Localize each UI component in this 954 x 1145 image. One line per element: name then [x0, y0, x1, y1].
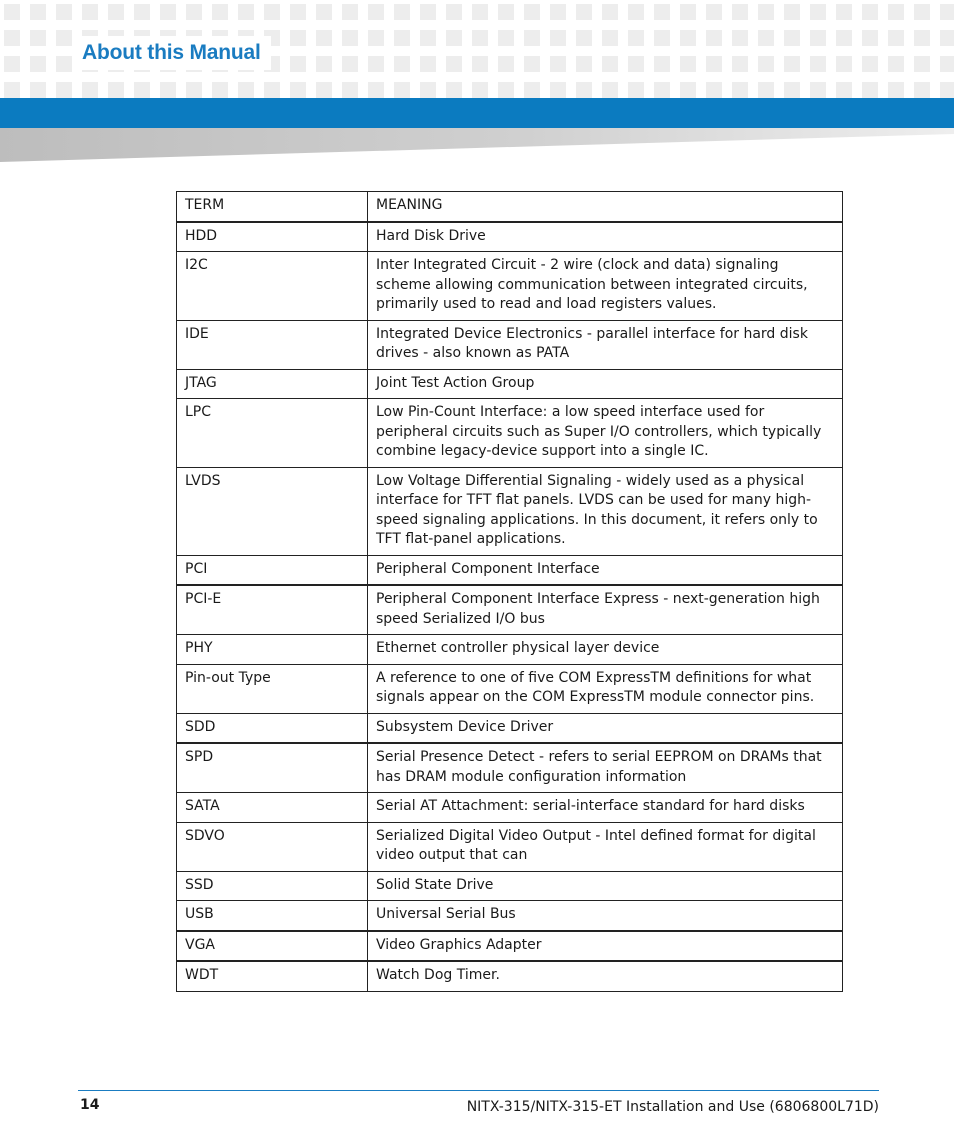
pattern-cell — [394, 56, 410, 72]
pattern-cell — [342, 56, 358, 72]
pattern-cell — [56, 82, 72, 98]
pattern-cell — [758, 56, 774, 72]
pattern-cell — [602, 4, 618, 20]
pattern-cell — [654, 30, 670, 46]
term-cell: WDT — [177, 961, 368, 991]
meaning-cell: Serial AT Attachment: serial-interface standard for hard disks — [368, 793, 843, 823]
pattern-cell — [316, 56, 332, 72]
pattern-cell — [4, 56, 20, 72]
pattern-cell — [212, 82, 228, 98]
table-row — [177, 252, 843, 321]
table-row — [177, 222, 843, 252]
pattern-cell — [888, 82, 904, 98]
meaning-cell: Low Pin-Count Interface: a low speed interface used for peripheral circuits such as Super I/O controllers, which typically combine legacy-device support into a single IC. — [368, 399, 843, 468]
pattern-cell — [368, 82, 384, 98]
pattern-cell — [680, 56, 696, 72]
pattern-cell — [706, 30, 722, 46]
pattern-cell — [576, 4, 592, 20]
pattern-cell — [576, 56, 592, 72]
pattern-cell — [550, 56, 566, 72]
pattern-cell — [446, 4, 462, 20]
pattern-cell — [706, 4, 722, 20]
pattern-cell — [914, 82, 930, 98]
table-row — [177, 467, 843, 555]
table-row — [177, 901, 843, 931]
pattern-cell — [836, 56, 852, 72]
pattern-cell — [498, 30, 514, 46]
pattern-cell — [420, 4, 436, 20]
term-cell: SDVO — [177, 822, 368, 871]
pattern-cell — [732, 30, 748, 46]
pattern-cell — [446, 56, 462, 72]
pattern-cell — [420, 82, 436, 98]
pattern-cell — [888, 30, 904, 46]
pattern-cell — [238, 82, 254, 98]
pattern-cell — [732, 56, 748, 72]
meaning-cell: Subsystem Device Driver — [368, 713, 843, 743]
pattern-cell — [862, 82, 878, 98]
pattern-cell — [290, 56, 306, 72]
term-cell: PCI — [177, 555, 368, 585]
pattern-cell — [316, 4, 332, 20]
pattern-cell — [30, 4, 46, 20]
pattern-cell — [368, 4, 384, 20]
term-cell: JTAG — [177, 369, 368, 399]
pattern-cell — [290, 4, 306, 20]
pattern-cell — [914, 56, 930, 72]
pattern-cell — [680, 30, 696, 46]
pattern-cell — [342, 82, 358, 98]
pattern-cell — [836, 82, 852, 98]
pattern-cell — [108, 4, 124, 20]
pattern-cell — [472, 82, 488, 98]
pattern-cell — [550, 30, 566, 46]
pattern-cell — [784, 82, 800, 98]
meaning-cell: Joint Test Action Group — [368, 369, 843, 399]
pattern-cell — [134, 4, 150, 20]
page-title-box — [72, 36, 271, 70]
glossary-table — [176, 191, 843, 992]
table-row — [177, 793, 843, 823]
pattern-cell — [810, 30, 826, 46]
meaning-cell: Inter Integrated Circuit - 2 wire (clock and data) signaling scheme allowing communication between integrated circuits, primarily used to read and load registers values. — [368, 252, 843, 321]
pattern-cell — [602, 30, 618, 46]
term-cell: HDD — [177, 222, 368, 252]
page-title: About this Manual — [82, 41, 261, 64]
pattern-cell — [524, 4, 540, 20]
header-gray-wedge — [0, 128, 954, 164]
pattern-cell — [680, 82, 696, 98]
pattern-cell — [758, 30, 774, 46]
pattern-cell — [4, 4, 20, 20]
pattern-cell — [342, 4, 358, 20]
pattern-cell — [862, 4, 878, 20]
meaning-cell: Ethernet controller physical layer device — [368, 635, 843, 665]
header-meaning: MEANING — [368, 192, 843, 222]
pattern-cell — [56, 30, 72, 46]
table-row — [177, 555, 843, 585]
pattern-cell — [654, 4, 670, 20]
pattern-cell — [186, 4, 202, 20]
pattern-cell — [498, 56, 514, 72]
pattern-cell — [680, 4, 696, 20]
table-row — [177, 961, 843, 991]
pattern-cell — [576, 82, 592, 98]
pattern-cell — [758, 82, 774, 98]
pattern-cell — [212, 4, 228, 20]
pattern-cell — [706, 82, 722, 98]
pattern-cell — [186, 82, 202, 98]
pattern-cell — [108, 82, 124, 98]
meaning-cell: Video Graphics Adapter — [368, 931, 843, 962]
pattern-cell — [472, 56, 488, 72]
header-term: TERM — [177, 192, 368, 222]
pattern-cell — [914, 4, 930, 20]
term-cell: LPC — [177, 399, 368, 468]
pattern-cell — [628, 30, 644, 46]
pattern-cell — [4, 30, 20, 46]
pattern-cell — [498, 82, 514, 98]
pattern-cell — [316, 82, 332, 98]
pattern-cell — [862, 30, 878, 46]
pattern-cell — [524, 30, 540, 46]
term-cell: PHY — [177, 635, 368, 665]
term-cell: SATA — [177, 793, 368, 823]
pattern-cell — [524, 82, 540, 98]
meaning-cell: Watch Dog Timer. — [368, 961, 843, 991]
pattern-cell — [264, 4, 280, 20]
pattern-cell — [472, 4, 488, 20]
pattern-cell — [498, 4, 514, 20]
term-cell: I2C — [177, 252, 368, 321]
meaning-cell: Integrated Device Electronics - parallel interface for hard disk drives - also known as PATA — [368, 320, 843, 369]
pattern-cell — [628, 4, 644, 20]
pattern-cell — [628, 56, 644, 72]
pattern-cell — [888, 56, 904, 72]
pattern-cell — [368, 30, 384, 46]
pattern-cell — [732, 4, 748, 20]
pattern-cell — [290, 30, 306, 46]
pattern-cell — [576, 30, 592, 46]
pattern-cell — [316, 30, 332, 46]
pattern-cell — [134, 82, 150, 98]
pattern-cell — [654, 82, 670, 98]
table-row — [177, 713, 843, 743]
pattern-cell — [940, 30, 954, 46]
pattern-cell — [836, 30, 852, 46]
pattern-cell — [706, 56, 722, 72]
term-cell: IDE — [177, 320, 368, 369]
table-header-row — [177, 192, 843, 222]
meaning-cell: Peripheral Component Interface Express - next-generation high speed Serialized I/O bus — [368, 585, 843, 635]
pattern-cell — [368, 56, 384, 72]
pattern-cell — [394, 82, 410, 98]
meaning-cell: Low Voltage Differential Signaling - widely used as a physical interface for TFT flat panels. LVDS can be used for many high-speed signaling applications. In this document, it refers only to TFT flat-panel applications. — [368, 467, 843, 555]
pattern-cell — [940, 4, 954, 20]
footer-rule — [78, 1090, 879, 1091]
pattern-cell — [30, 30, 46, 46]
document-title: NITX-315/NITX-315-ET Installation and Use (6806800L71D) — [466, 1099, 879, 1115]
pattern-cell — [56, 4, 72, 20]
pattern-cell — [654, 56, 670, 72]
pattern-cell — [342, 30, 358, 46]
table-row — [177, 635, 843, 665]
meaning-cell: Solid State Drive — [368, 871, 843, 901]
pattern-cell — [784, 56, 800, 72]
pattern-cell — [160, 4, 176, 20]
term-cell: VGA — [177, 931, 368, 962]
table-row — [177, 822, 843, 871]
meaning-cell: Peripheral Component Interface — [368, 555, 843, 585]
meaning-cell: Serial Presence Detect - refers to serial EEPROM on DRAMs that has DRAM module configuration information — [368, 743, 843, 793]
page-number: 14 — [80, 1097, 100, 1113]
header-blue-band — [0, 98, 954, 128]
pattern-cell — [784, 4, 800, 20]
pattern-cell — [888, 4, 904, 20]
pattern-cell — [550, 82, 566, 98]
pattern-cell — [420, 56, 436, 72]
pattern-cell — [602, 82, 618, 98]
table-row — [177, 743, 843, 793]
table-row — [177, 399, 843, 468]
pattern-cell — [82, 82, 98, 98]
pattern-cell — [810, 82, 826, 98]
term-cell: SSD — [177, 871, 368, 901]
pattern-cell — [4, 82, 20, 98]
pattern-cell — [82, 4, 98, 20]
meaning-cell: A reference to one of five COM ExpressTM definitions for what signals appear on the COM ExpressTM module connector pins. — [368, 664, 843, 713]
pattern-cell — [524, 56, 540, 72]
table-row — [177, 931, 843, 962]
pattern-cell — [238, 4, 254, 20]
pattern-cell — [160, 82, 176, 98]
meaning-cell: Serialized Digital Video Output - Intel defined format for digital video output that can — [368, 822, 843, 871]
pattern-cell — [394, 4, 410, 20]
pattern-cell — [784, 30, 800, 46]
table-row — [177, 369, 843, 399]
pattern-cell — [940, 56, 954, 72]
pattern-cell — [810, 4, 826, 20]
pattern-cell — [836, 4, 852, 20]
pattern-cell — [940, 82, 954, 98]
term-cell: USB — [177, 901, 368, 931]
pattern-cell — [446, 82, 462, 98]
pattern-cell — [30, 56, 46, 72]
table-row — [177, 871, 843, 901]
pattern-cell — [810, 56, 826, 72]
term-cell: LVDS — [177, 467, 368, 555]
table-row — [177, 320, 843, 369]
pattern-cell — [732, 82, 748, 98]
term-cell: SPD — [177, 743, 368, 793]
pattern-cell — [914, 30, 930, 46]
table-row — [177, 585, 843, 635]
pattern-cell — [472, 30, 488, 46]
pattern-cell — [446, 30, 462, 46]
term-cell: PCI-E — [177, 585, 368, 635]
pattern-cell — [264, 82, 280, 98]
pattern-cell — [56, 56, 72, 72]
meaning-cell: Hard Disk Drive — [368, 222, 843, 252]
pattern-cell — [290, 82, 306, 98]
pattern-cell — [758, 4, 774, 20]
table-row — [177, 664, 843, 713]
pattern-cell — [862, 56, 878, 72]
pattern-cell — [30, 82, 46, 98]
pattern-cell — [394, 30, 410, 46]
pattern-cell — [420, 30, 436, 46]
meaning-cell: Universal Serial Bus — [368, 901, 843, 931]
pattern-cell — [550, 4, 566, 20]
term-cell: Pin-out Type — [177, 664, 368, 713]
pattern-cell — [628, 82, 644, 98]
term-cell: SDD — [177, 713, 368, 743]
pattern-cell — [602, 56, 618, 72]
